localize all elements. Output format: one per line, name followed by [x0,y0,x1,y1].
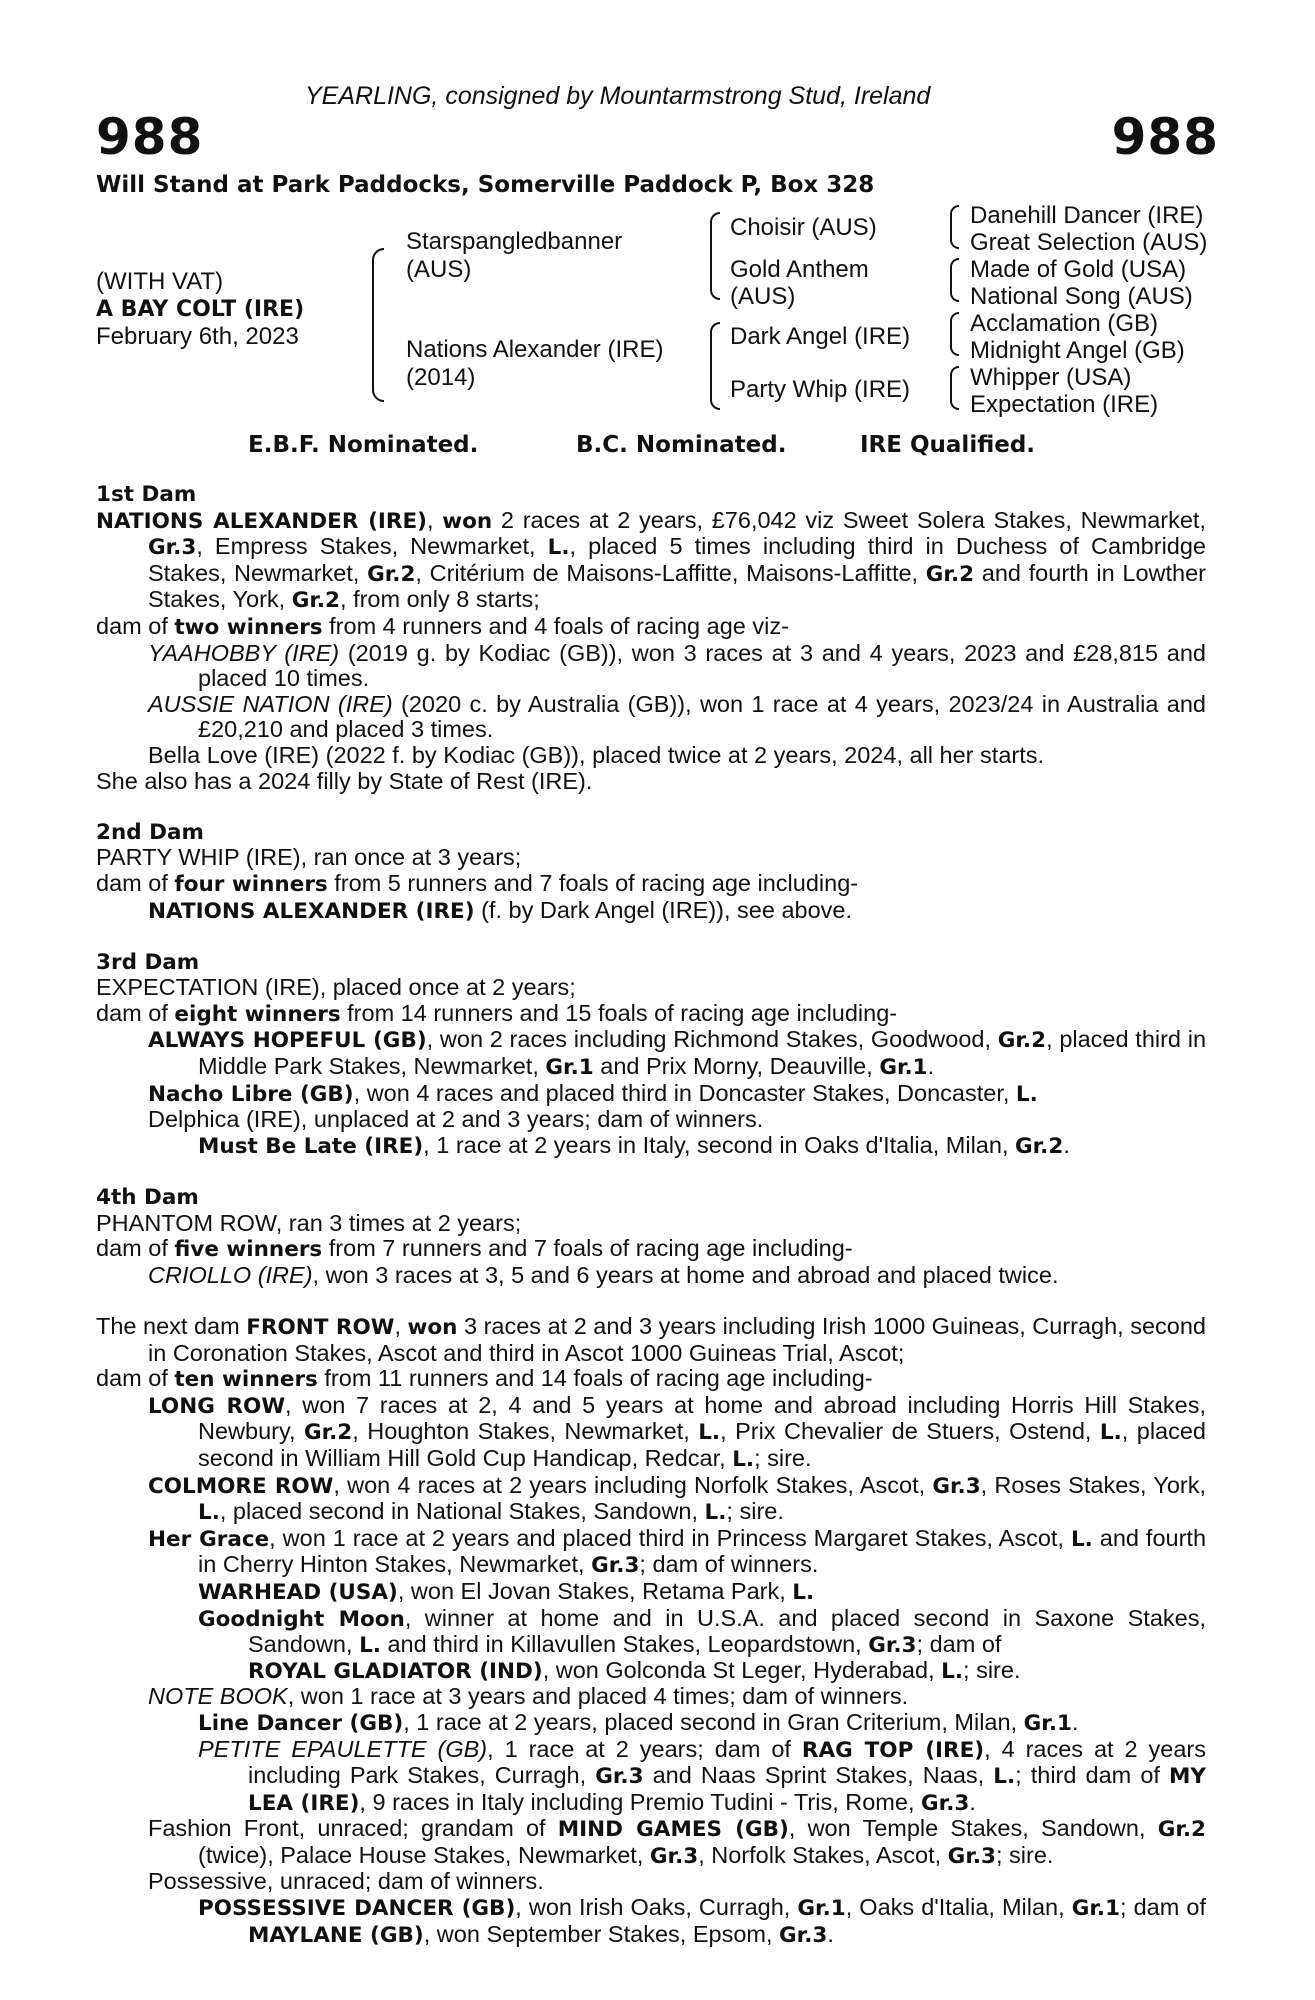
sire-name: Starspangledbanner [406,228,623,255]
progeny-yaahobby: YAAHOBBY (IRE) (2019 g. by Kodiac (GB)), won 3 races at 3 and 4 years, 2023 and £28,815 and placed 10 times. [148,639,1206,692]
ire-qualified: IRE Qualified. [860,432,1036,458]
dam-name: Nations Alexander (IRE) [406,336,664,363]
lot-number-left: 988 [96,108,204,166]
bc-nominated: B.C. Nominated. [576,432,787,458]
gen3-dds: Whipper (USA) [970,364,1132,391]
third-dam-summary: dam of eight winners from 14 runners and 15 foals of racing age including- [96,999,898,1027]
first-dam-record: NATIONS ALEXANDER (IRE), won 2 races at 2 years, £76,042 viz Sweet Solera Stakes, Newmarket, Gr.3, Empress Stakes, Newmarket, L., placed 5 times including third in Duchess of Cambridge Stakes, Newmarket, Gr.2, Critérium de Maisons-Laffitte, Maisons-Laffitte, Gr.2 and fourth in Lowther Stakes, York, Gr.2, from only 8 starts; [96,506,1207,614]
pedigree-brace-3c [950,312,959,356]
progeny-colmore-row: COLMORE ROW, won 4 races at 2 years including Norfolk Stakes, Ascot, Gr.3, Roses Stakes, York, L., placed second in National Stakes, Sandown, L.; sire. [148,1471,1207,1526]
next-dam-summary: dam of ten winners from 11 runners and 14 foals of racing age including- [96,1365,873,1393]
section-heading-2nd-dam: 2nd Dam [96,819,204,845]
ebf-nominated: E.B.F. Nominated. [248,432,479,458]
pedigree-brace-2a [710,212,720,300]
progeny-goodnight-moon: Goodnight Moon, winner at home and in U.S.A. and placed second in Saxone Stakes, Sandown, L. and third in Killavullen Stakes, Leopardstown, Gr.3; dam of [198,1604,1206,1659]
progeny-always-hopeful: ALWAYS HOPEFUL (GB), won 2 races including Richmond Stakes, Goodwood, Gr.2, placed third in Middle Park Stakes, Newmarket, Gr.1 and Prix Morny, Deauville, Gr.1. [148,1026,1207,1081]
sire-country: (AUS) [406,256,472,283]
next-dam-record: The next dam FRONT ROW, won 3 races at 2 and 3 years including Irish 1000 Guineas, Curragh, second in Coronation Stakes, Ascot and third in Ascot 1000 Guineas Trial, Ascot; [96,1313,1206,1366]
vat-note: (WITH VAT) [96,268,224,295]
section-heading-1st-dam: 1st Dam [96,482,197,507]
progeny-long-row: LONG ROW, won 7 races at 2, 4 and 5 years at home and abroad including Horris Hill Stakes, Newbury, Gr.2, Houghton Stakes, Newmarket, L., Prix Chevalier de Stuers, Ostend, L., placed second in William Hill Gold Cup Handicap, Redcar, L.; sire. [148,1391,1207,1472]
pedigree-brace-3d [950,366,959,410]
gen3-dsd: Midnight Angel (GB) [970,337,1185,364]
second-dam-progeny: NATIONS ALEXANDER (IRE) (f. by Dark Angel (IRE)), see above. [148,896,853,924]
sire-dam-country: (AUS) [730,283,796,310]
sire-dam: Gold Anthem [730,256,869,283]
gen3-sdd: National Song (AUS) [970,283,1193,310]
progeny-nacho-libre: Nacho Libre (GB), won 4 races and placed third in Doncaster Stakes, Doncaster, L. [148,1079,1038,1107]
produce-record [96,482,1206,1948]
first-dam-filly-note: She also has a 2024 filly by State of Rest (IRE). [96,767,593,794]
progeny-line-dancer: Line Dancer (GB), 1 race at 2 years, placed second in Gran Criterium, Milan, Gr.1. [198,1708,1079,1736]
progeny-possessive: Possessive, unraced; dam of winners. [148,1868,544,1895]
progeny-warhead: WARHEAD (USA), won El Jovan Stakes, Retama Park, L. [198,1577,815,1605]
gen3-sds: Made of Gold (USA) [970,256,1187,283]
progeny-criollo: CRIOLLO (IRE), won 3 races at 3, 5 and 6 years at home and abroad and placed twice. [148,1261,1059,1288]
progeny-petite-epaulette: PETITE EPAULETTE (GB), 1 race at 2 years; dam of RAG TOP (IRE), 4 races at 2 years including Park Stakes, Curragh, Gr.3 and Naas Sprint Stakes, Naas, L.; third dam of MY LEA (IRE), 9 races in Italy including Premio Tudini - Tris, Rome, Gr.3. [198,1735,1206,1816]
progeny-must-be-late: Must Be Late (IRE), 1 race at 2 years in Italy, second in Oaks d'Italia, Milan, Gr.2. [198,1131,1070,1159]
fourth-dam-summary: dam of five winners from 7 runners and 7 foals of racing age including- [96,1235,853,1263]
fourth-dam-name: PHANTOM ROW, ran 3 times at 2 years; [96,1209,522,1236]
pedigree-brace-3b [950,258,959,302]
progeny-bella-love: Bella Love (IRE) (2022 f. by Kodiac (GB)), placed twice at 2 years, 2024, all her starts. [148,741,1045,768]
progeny-royal-gladiator: ROYAL GLADIATOR (IND), won Golconda St Leger, Hyderabad, L.; sire. [248,1656,1021,1684]
gen3-ssd: Great Selection (AUS) [970,229,1208,256]
second-dam-name: PARTY WHIP (IRE), ran once at 3 years; [96,844,522,871]
progeny-fashion-front: Fashion Front, unraced; grandam of MIND GAMES (GB), won Temple Stakes, Sandown, Gr.2 (twice), Palace House Stakes, Newmarket, Gr.3, Norfolk Stakes, Ascot, Gr.3; sire. [148,1815,1206,1869]
stand-location: Will Stand at Park Paddocks, Somerville Paddock P, Box 328 [96,172,875,198]
consignment-subtitle: YEARLING, consigned by Mountarmstrong Stud, Ireland [305,82,931,110]
progeny-possessive-dancer: POSSESSIVE DANCER (GB), won Irish Oaks, Curragh, Gr.1, Oaks d'Italia, Milan, Gr.1; dam of MAYLANE (GB), won September Stakes, Epsom, Gr.3. [198,1894,1206,1948]
pedigree-brace-1 [372,248,384,402]
lot-number-right: 988 [1111,108,1219,166]
section-heading-3rd-dam: 3rd Dam [96,949,200,975]
horse-dob: February 6th, 2023 [96,323,299,350]
gen3-sss: Danehill Dancer (IRE) [970,202,1204,229]
horse-name: A BAY COLT (IRE) [96,297,305,322]
pedigree-brace-3a [950,205,959,249]
pedigree-brace-2b [710,322,720,410]
progeny-delphica: Delphica (IRE), unplaced at 2 and 3 years; dam of winners. [148,1106,764,1133]
gen3-ddd: Expectation (IRE) [970,391,1159,418]
third-dam-name: EXPECTATION (IRE), placed once at 2 years; [96,974,576,1001]
dam-dam: Party Whip (IRE) [730,376,911,403]
gen3-dss: Acclamation (GB) [970,310,1159,337]
dam-year: (2014) [406,364,476,391]
sire-sire: Choisir (AUS) [730,214,877,241]
progeny-her-grace: Her Grace, won 1 race at 2 years and placed third in Princess Margaret Stakes, Ascot, L. and fourth in Cherry Hinton Stakes, Newmarket, Gr.3; dam of winners. [148,1524,1207,1579]
first-dam-summary: dam of two winners from 4 runners and 4 foals of racing age viz- [96,612,789,640]
dam-sire: Dark Angel (IRE) [730,323,911,350]
second-dam-summary: dam of four winners from 5 runners and 7 foals of racing age including- [96,869,859,897]
progeny-aussie-nation: AUSSIE NATION (IRE) (2020 c. by Australia (GB)), won 1 race at 4 years, 2023/24 in Australia and £20,210 and placed 3 times. [148,690,1206,743]
section-heading-4th-dam: 4th Dam [96,1185,199,1211]
progeny-note-book: NOTE BOOK, won 1 race at 3 years and placed 4 times; dam of winners. [148,1683,909,1710]
